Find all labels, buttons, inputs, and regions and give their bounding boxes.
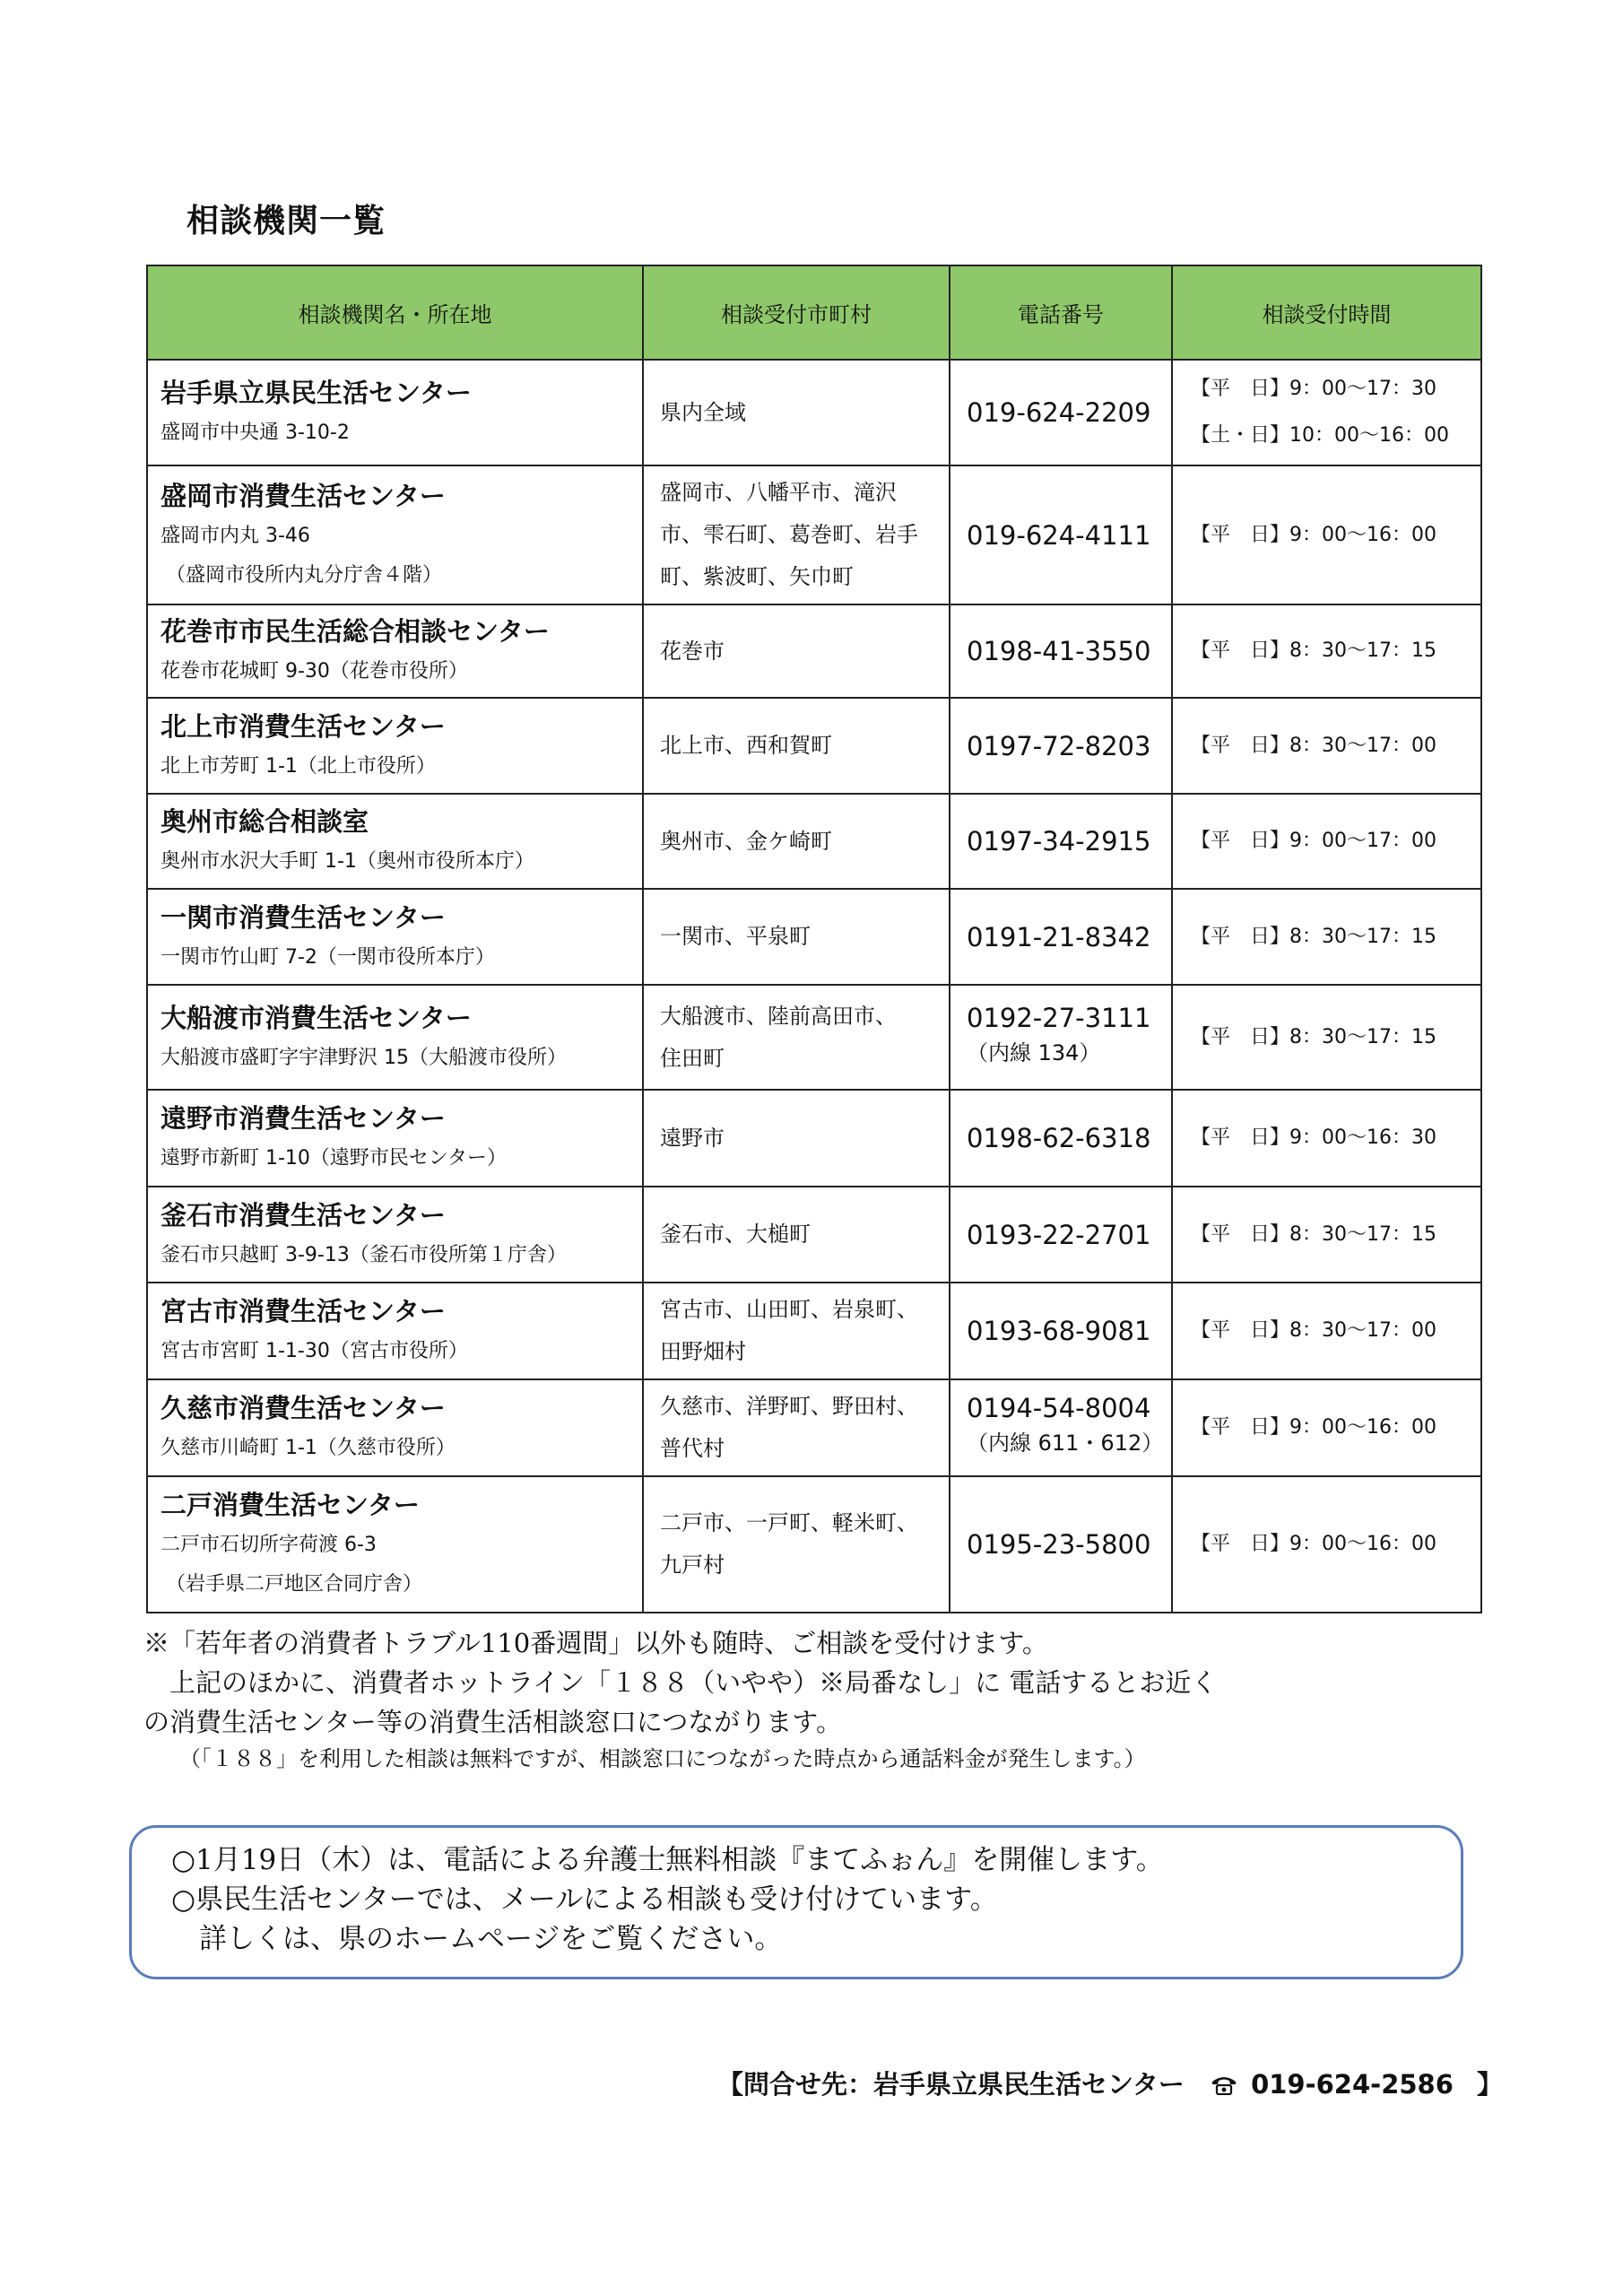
area-cell (643, 794, 950, 889)
org-cell (147, 1476, 643, 1613)
area-line: 一関市、平泉町 (660, 924, 811, 949)
tel-cell (950, 794, 1172, 889)
hours-cell (1172, 1283, 1481, 1379)
hours-cell (1172, 465, 1481, 604)
area-line: 花巻市 (660, 638, 725, 664)
org-cell (147, 604, 643, 698)
org-address: 大船渡市盛町字宇津野沢 15（大船渡市役所） (161, 1046, 567, 1069)
hours-cell (1172, 794, 1481, 889)
header-org: 相談機関名・所在地 (147, 265, 643, 360)
table-row (147, 794, 1481, 889)
org-address: （盛岡市役所内丸分庁舎４階） (166, 563, 443, 587)
tel-number: 0194-54-8004 (967, 1393, 1151, 1423)
hours-cell (1172, 889, 1481, 985)
org-name: 奥州市総合相談室 (161, 806, 369, 837)
area-line: 釜石市、大槌町 (660, 1222, 811, 1247)
tel-cell (950, 604, 1172, 698)
tel-number: 0193-68-9081 (967, 1316, 1151, 1346)
hours-cell (1172, 1379, 1481, 1476)
tel-number: 019-624-4111 (967, 519, 1151, 551)
area-line: 二戸市、一戸町、軽米町、 (660, 1510, 918, 1535)
note-line: 上記のほかに、消費者ホットライン「１８８（いやや）※局番なし」に 電話するとお近く (143, 1667, 1218, 1698)
area-cell (643, 889, 950, 985)
table-row (147, 889, 1481, 985)
hours-line: 【土・日】10：00～16：00 (1191, 424, 1449, 447)
table-row (147, 360, 1481, 465)
org-name: 岩手県立県民生活センター (161, 378, 472, 408)
hours-cell (1172, 1090, 1481, 1187)
hours-cell (1172, 604, 1481, 698)
area-cell (643, 360, 950, 465)
org-name: 花巻市市民生活総合相談センター (161, 616, 550, 647)
area-line: 田野畑村 (660, 1339, 746, 1364)
tel-number: 019-624-2209 (967, 397, 1151, 428)
info-line: ○1月19日（木）は、電話による弁護士無料相談『まてふぉん』を開催します。 (171, 1844, 1164, 1876)
tel-extension: （内線 611・612） (967, 1431, 1164, 1456)
contact-close: 】 (1477, 2069, 1504, 2100)
org-cell (147, 889, 643, 985)
hours-cell (1172, 698, 1481, 794)
table-row (147, 698, 1481, 794)
note-line: ※「若年者の消費者トラブル110番週間」以外も随時、ご相談を受付けます。 (143, 1628, 1048, 1658)
org-cell (147, 985, 643, 1090)
hours-cell (1172, 1187, 1481, 1283)
hours-line: 【平 日】8：30～17：00 (1191, 734, 1436, 757)
tel-cell (950, 985, 1172, 1090)
table-row (147, 1187, 1481, 1283)
area-line: 久慈市、洋野町、野田村、 (660, 1394, 918, 1419)
org-address: 遠野市新町 1-10（遠野市民センター） (161, 1147, 508, 1170)
header-area: 相談受付市町村 (643, 265, 950, 360)
tel-number: 0198-62-6318 (967, 1123, 1151, 1153)
org-name: 盛岡市消費生活センター (161, 480, 446, 511)
contact-label: 【問合せ先：岩手県立県民生活センター (717, 2069, 1185, 2100)
hours-line: 【平 日】9：00～16：00 (1191, 1416, 1436, 1439)
tel-number: 0195-23-5800 (967, 1529, 1151, 1560)
org-address: 釜石市只越町 3-9-13（釜石市役所第１庁舎） (161, 1243, 567, 1266)
contact-info (717, 2065, 1503, 2101)
org-address: 二戸市石切所字荷渡 6-3 (161, 1534, 377, 1556)
org-name: 久慈市消費生活センター (161, 1393, 446, 1423)
contact-phone: 019-624-2586 (1251, 2069, 1454, 2100)
org-address: 花巻市花城町 9-30（花巻市役所） (161, 660, 468, 683)
area-line: 町、紫波町、矢巾町 (660, 564, 854, 589)
hours-cell (1172, 1476, 1481, 1613)
area-line: 遠野市 (660, 1125, 725, 1151)
org-address: 北上市芳町 1-1（北上市役所） (161, 754, 436, 778)
org-name: 遠野市消費生活センター (161, 1103, 446, 1134)
telephone-icon (1210, 2071, 1238, 2092)
org-name: 大船渡市消費生活センター (161, 1002, 472, 1033)
area-line: 住田町 (660, 1045, 725, 1071)
tel-cell (950, 1187, 1172, 1283)
area-cell (643, 1379, 950, 1476)
hours-line: 【平 日】9：00～16：00 (1191, 523, 1436, 546)
table-row (147, 465, 1481, 604)
hours-line: 【平 日】8：30～17：15 (1191, 1222, 1436, 1246)
consultation-table (146, 265, 1482, 1613)
table-row (147, 1283, 1481, 1379)
org-address: 盛岡市中央通 3-10-2 (161, 422, 350, 444)
notes (143, 1623, 1453, 1776)
table-row (147, 985, 1481, 1090)
hours-line: 【平 日】9：00～16：30 (1191, 1126, 1436, 1149)
table-header-row (147, 265, 1481, 360)
org-cell (147, 794, 643, 889)
info-box (129, 1825, 1463, 1979)
org-address: 久慈市川崎町 1-1（久慈市役所） (161, 1437, 456, 1459)
tel-number: 0197-72-8203 (967, 730, 1151, 761)
hours-line: 【平 日】9：00～17：00 (1191, 830, 1436, 852)
area-line: 宮古市、山田町、岩泉町、 (660, 1297, 918, 1322)
org-cell (147, 1283, 643, 1379)
area-cell (643, 604, 950, 698)
hours-line: 【平 日】9：00～16：00 (1191, 1533, 1436, 1555)
area-line: 奥州市、金ケ崎町 (660, 828, 832, 854)
area-line: 県内全域 (660, 399, 746, 425)
note-line: （「１８８」を利用した相談は無料ですが、相談窓口につながった時点から通話料金が発生します。） (179, 1746, 1146, 1771)
tel-cell (950, 1090, 1172, 1187)
org-name: 二戸消費生活センター (161, 1490, 420, 1520)
hours-line: 【平 日】8：30～17：15 (1191, 639, 1436, 662)
area-cell (643, 1476, 950, 1613)
org-address: 盛岡市内丸 3-46 (161, 524, 310, 547)
header-hours: 相談受付時間 (1172, 265, 1481, 360)
tel-cell (950, 1283, 1172, 1379)
org-cell (147, 360, 643, 465)
tel-number: 0193-22-2701 (967, 1219, 1151, 1250)
area-cell (643, 1187, 950, 1283)
hours-line: 【平 日】8：30～17：00 (1191, 1319, 1436, 1342)
tel-number: 0197-34-2915 (967, 826, 1151, 857)
tel-cell (950, 465, 1172, 604)
area-cell (643, 985, 950, 1090)
table-row (147, 604, 1481, 698)
org-cell (147, 465, 643, 604)
tel-number: 0198-41-3550 (967, 636, 1151, 666)
table-row (147, 1476, 1481, 1613)
area-line: 大船渡市、陸前高田市、 (660, 1003, 897, 1029)
table-row (147, 1379, 1481, 1476)
tel-cell (950, 1476, 1172, 1613)
area-cell (643, 465, 950, 604)
page-title: 相談機関一覧 (187, 203, 386, 239)
table-row (147, 1090, 1481, 1187)
note-line: の消費生活センター等の消費生活相談窓口につながります。 (143, 1707, 842, 1737)
tel-cell (950, 1379, 1172, 1476)
hours-cell (1172, 985, 1481, 1090)
area-cell (643, 1283, 950, 1379)
org-name: 北上市消費生活センター (161, 710, 446, 742)
info-line: 詳しくは、県のホームページをご覧ください。 (171, 1923, 783, 1955)
area-line: 九戸村 (660, 1552, 725, 1578)
org-cell (147, 1187, 643, 1283)
area-cell (643, 698, 950, 794)
tel-cell (950, 698, 1172, 794)
tel-number: 0191-21-8342 (967, 921, 1151, 952)
area-line: 市、雫石町、葛巻町、岩手 (660, 522, 918, 547)
org-address: 宮古市宮町 1-1-30（宮古市役所） (161, 1340, 468, 1362)
header-tel: 電話番号 (950, 265, 1172, 360)
area-line: 普代村 (660, 1436, 725, 1461)
tel-number: 0192-27-3111 (967, 1002, 1151, 1033)
hours-line: 【平 日】9：00～17：30 (1191, 378, 1436, 400)
tel-cell (950, 889, 1172, 985)
info-line: ○県民生活センターでは、メールによる相談も受け付けています。 (171, 1883, 998, 1916)
org-cell (147, 1379, 643, 1476)
org-address: （岩手県二戸地区合同庁舎） (166, 1573, 423, 1596)
hours-cell (1172, 360, 1481, 465)
org-address: 一関市竹山町 7-2（一関市役所本庁） (161, 945, 495, 969)
org-name: 釜石市消費生活センター (161, 1199, 446, 1231)
hours-line: 【平 日】8：30～17：15 (1191, 925, 1436, 948)
area-cell (643, 1090, 950, 1187)
hours-line: 【平 日】8：30～17：15 (1191, 1025, 1436, 1048)
org-cell (147, 698, 643, 794)
tel-extension: （内線 134） (967, 1039, 1101, 1065)
org-cell (147, 1090, 643, 1187)
tel-cell (950, 360, 1172, 465)
org-address: 奥州市水沢大手町 1-1（奥州市役所本庁） (161, 850, 534, 873)
area-line: 北上市、西和賀町 (660, 733, 832, 758)
org-name: 宮古市消費生活センター (161, 1296, 446, 1326)
org-name: 一関市消費生活センター (161, 901, 446, 933)
area-line: 盛岡市、八幡平市、滝沢 (660, 480, 897, 505)
